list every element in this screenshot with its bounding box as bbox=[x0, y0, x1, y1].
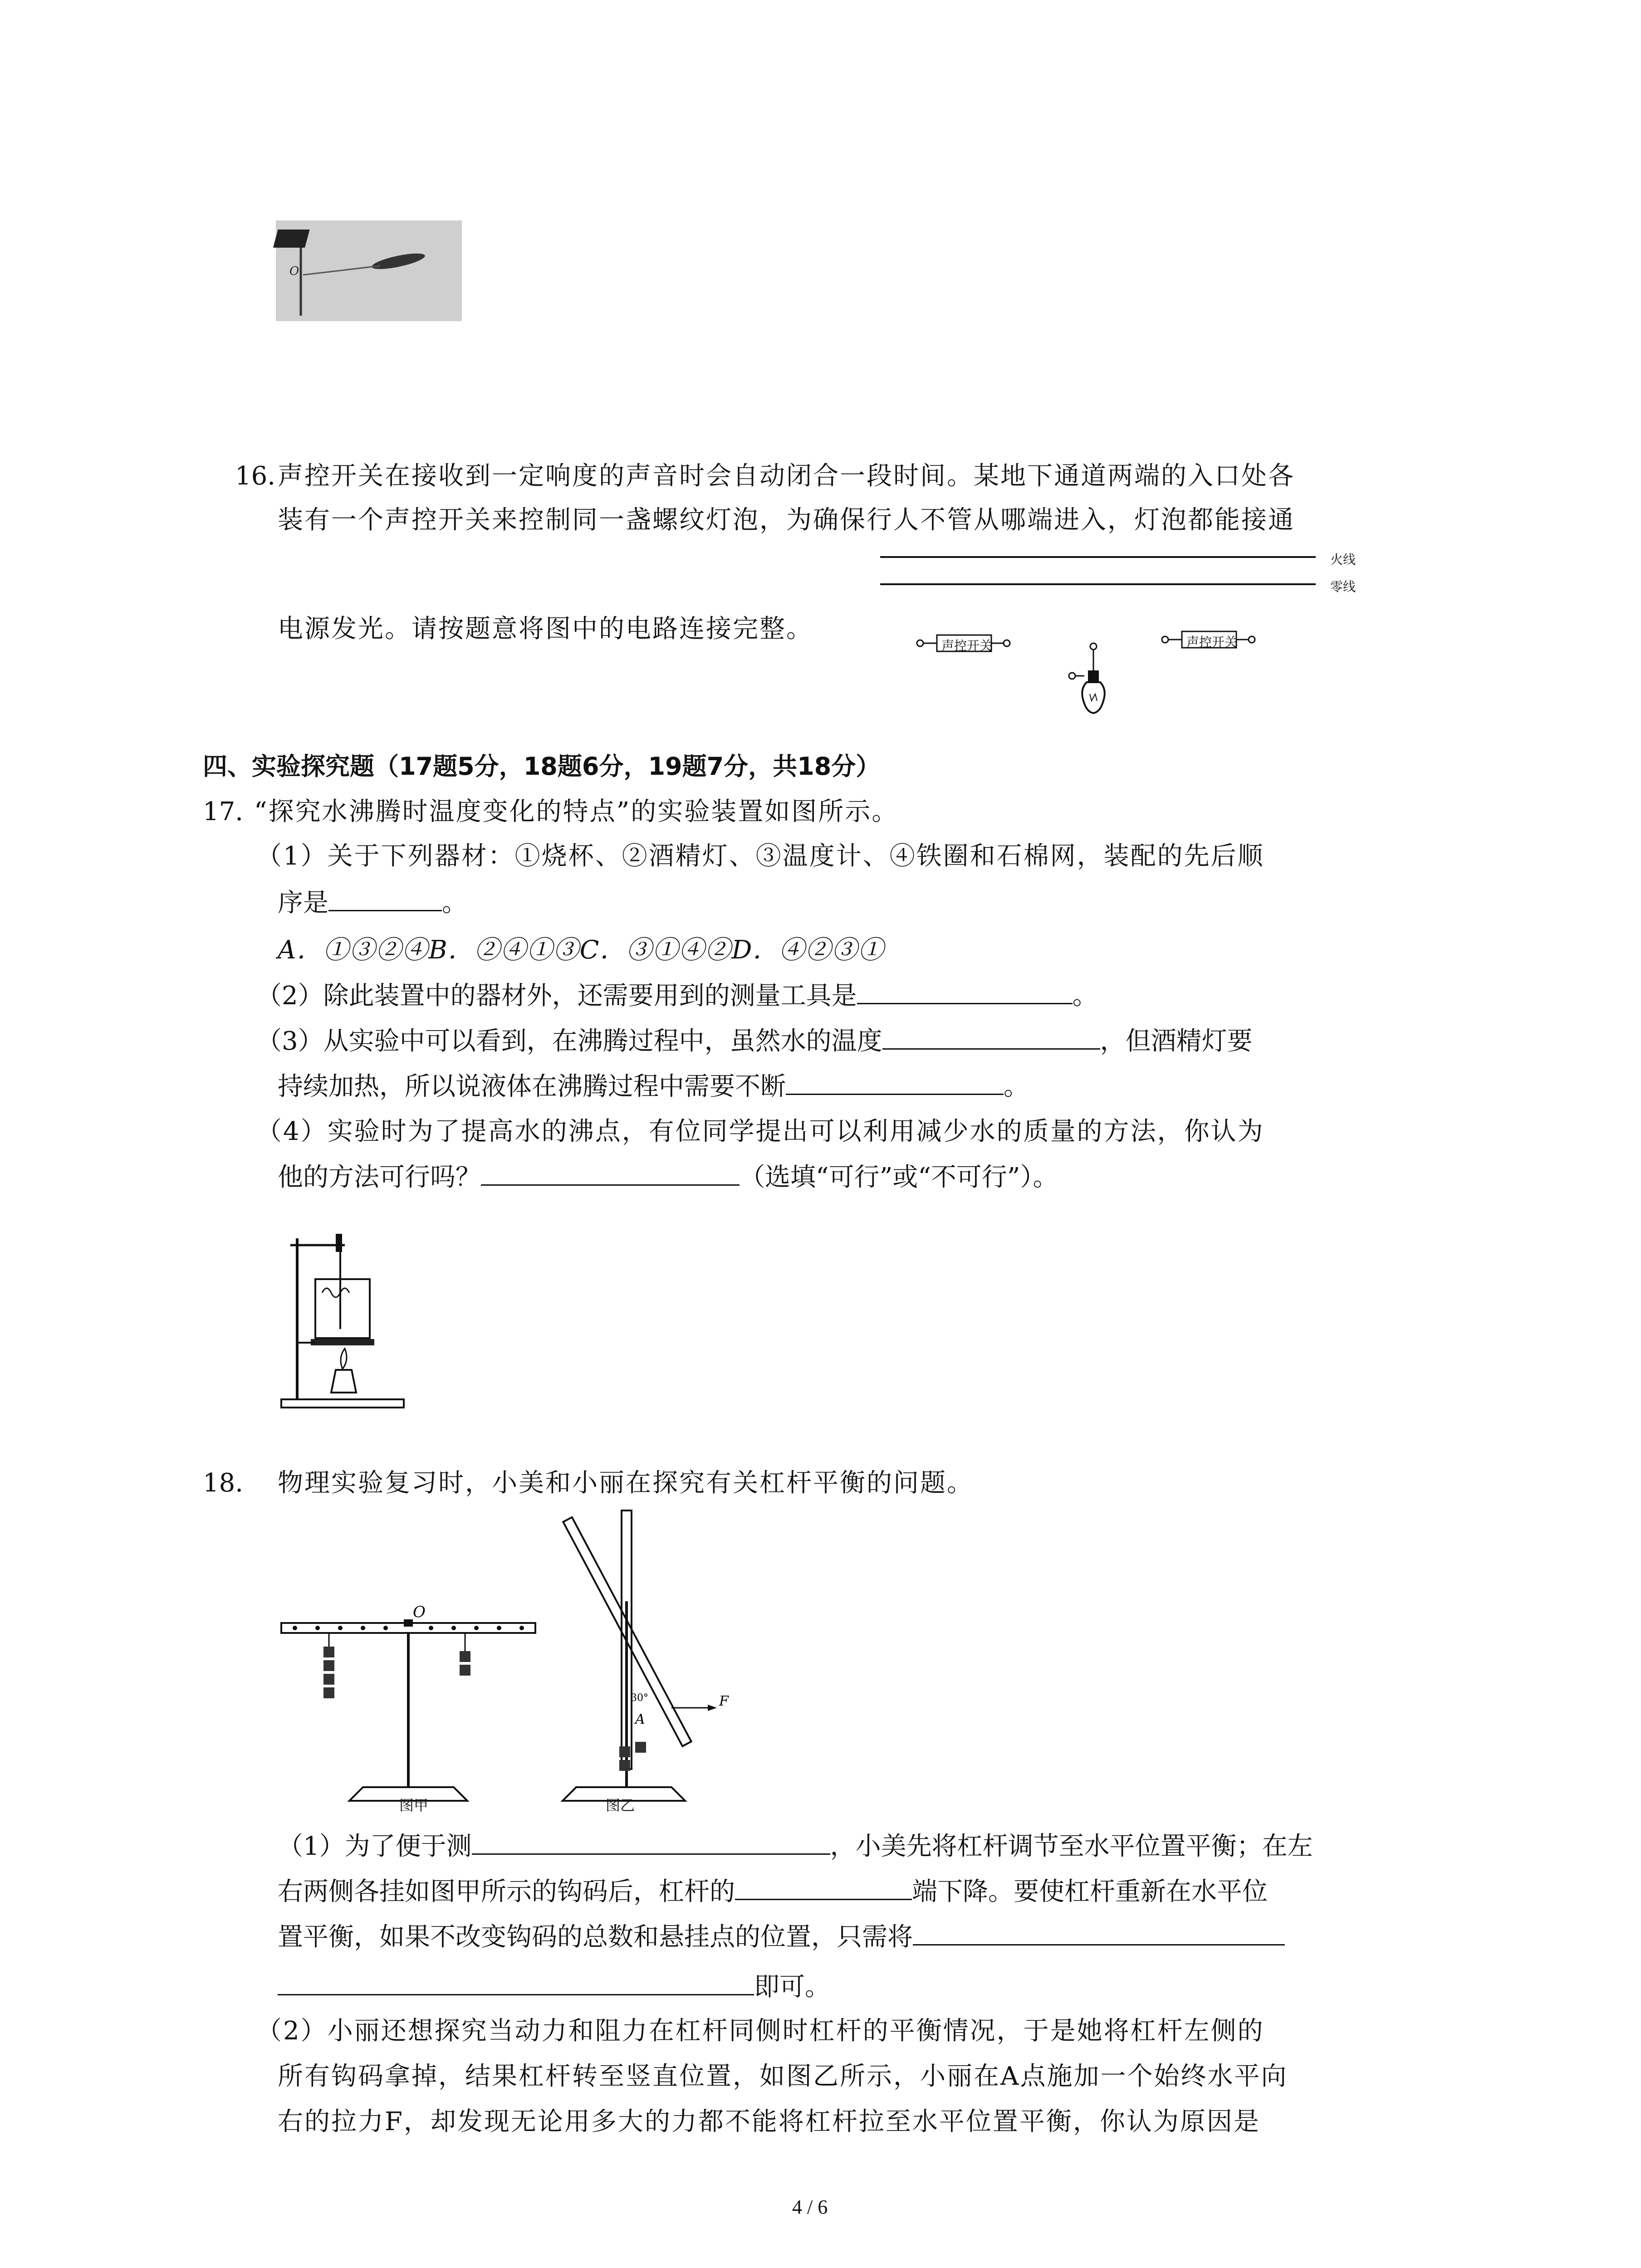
screw-bulb-icon bbox=[1069, 643, 1105, 713]
fig-b-force-label: F bbox=[719, 1693, 729, 1709]
fig-a-pivot-label: O bbox=[413, 1603, 426, 1621]
q17-part3-blank1[interactable] bbox=[882, 1023, 1100, 1050]
q18-part1-line3: 置平衡，如果不改变钩码的总数和悬挂点的位置，只需将 bbox=[278, 1919, 1285, 1955]
q18-part2-line3: 右的拉力F，却发现无论用多大的力都不能将杠杆拉至水平位置平衡，你认为原因是 bbox=[278, 2107, 1260, 2136]
q18-part1-line1: （1）为了便于测 ，小美先将杠杆调节至水平位置平衡；在左 bbox=[278, 1828, 1313, 1865]
q18-part1-blank1[interactable] bbox=[472, 1828, 830, 1855]
q18-number: 18. bbox=[203, 1468, 244, 1498]
q18-part2-line2: 所有钩码拿掉，结果杠杆转至竖直位置，如图乙所示，小丽在A点施加一个始终水平向 bbox=[278, 2062, 1288, 2091]
neutral-wire-label: 零线 bbox=[1330, 580, 1356, 594]
svg-text:O: O bbox=[289, 264, 299, 278]
q17-part2-blank[interactable] bbox=[857, 978, 1073, 1004]
page-number: 4 / 6 bbox=[792, 2196, 828, 2218]
q18-part1-blank2[interactable] bbox=[735, 1873, 912, 1900]
fig-b-caption: 图乙 bbox=[606, 1797, 635, 1813]
q18-intro: 物理实验复习时，小美和小丽在探究有关杠杆平衡的问题。 bbox=[278, 1468, 974, 1498]
q18-part2-line1: （2）小丽还想探究当动力和阻力在杠杆同侧时杠杆的平衡情况，于是她将杠杆左侧的 bbox=[256, 2016, 1264, 2046]
q18-part1-line2: 右两侧各挂如图甲所示的钩码后，杠杆的 端下降。要使杠杆重新在水平位 bbox=[278, 1873, 1268, 1910]
q15-photo bbox=[276, 220, 462, 321]
q17-boiling-apparatus-figure bbox=[272, 1220, 408, 1411]
live-wire-label: 火线 bbox=[1330, 552, 1356, 567]
q18-lever-figures bbox=[272, 1510, 729, 1814]
q16-text-line3: 电源发光。请按题意将图中的电路连接完整。 bbox=[278, 614, 813, 644]
q16-text-line2: 装有一个声控开关来控制同一盏螺纹灯泡，为确保行人不管从哪端进入，灯泡都能接通 bbox=[278, 505, 1295, 535]
q17-part1-line2: 序是 。 bbox=[278, 885, 467, 921]
figure-b-tilted-lever bbox=[563, 1510, 717, 1801]
q17-part3-line1: （3）从实验中可以看到，在沸腾过程中，虽然水的温度 ，但酒精灯要 bbox=[256, 1023, 1253, 1060]
q17-part3-blank2[interactable] bbox=[786, 1068, 1004, 1095]
q17-part3-line2: 持续加热，所以说液体在沸腾过程中需要不断 。 bbox=[278, 1068, 1029, 1105]
q17-number: 17. bbox=[203, 797, 244, 826]
q16-circuit-diagram bbox=[880, 544, 1402, 726]
q17-part2: （2）除此装置中的器材外，还需要用到的测量工具是 。 bbox=[256, 978, 1098, 1014]
q18-part1-line4: 即可。 bbox=[278, 1969, 830, 2005]
q17-part1-blank[interactable] bbox=[328, 885, 442, 911]
q18-part1-blank3b[interactable] bbox=[278, 1969, 754, 1995]
left-switch-label: 声控开关 bbox=[941, 639, 993, 653]
q17-part4-blank[interactable] bbox=[481, 1159, 740, 1186]
q17-intro: “探究水沸腾时温度变化的特点”的实验装置如图所示。 bbox=[254, 797, 899, 826]
right-switch-label: 声控开关 bbox=[1186, 635, 1238, 649]
fig-a-caption: 图甲 bbox=[399, 1797, 429, 1813]
q16-text-line1: 声控开关在接收到一定响度的声音时会自动闭合一段时间。某地下通道两端的入口处各 bbox=[278, 461, 1295, 491]
q16-number: 16. bbox=[235, 461, 276, 491]
q15-photo-sketch bbox=[276, 220, 462, 321]
q17-options: A．①③②④B．②④①③C．③①④②D．④②③① bbox=[278, 935, 885, 965]
section-4-title: 四、实验探究题（17题5分，18题6分，19题7分，共18分） bbox=[203, 752, 881, 781]
fig-b-point-a-label: A bbox=[635, 1711, 645, 1727]
figure-a-horizontal-lever bbox=[281, 1619, 535, 1801]
q17-part4-line1: （4）实验时为了提高水的沸点，有位同学提出可以利用减少水的质量的方法，你认为 bbox=[256, 1117, 1264, 1146]
q17-part1-line1: （1）关于下列器材：①烧杯、②酒精灯、③温度计、④铁圈和石棉网，装配的先后顺 bbox=[256, 841, 1264, 871]
q17-part4-line2: 他的方法可行吗？ （选填“可行”或“不可行”）。 bbox=[278, 1159, 1058, 1196]
q18-part1-blank3a[interactable] bbox=[913, 1919, 1285, 1945]
fig-b-angle-label: 30° bbox=[631, 1692, 648, 1704]
